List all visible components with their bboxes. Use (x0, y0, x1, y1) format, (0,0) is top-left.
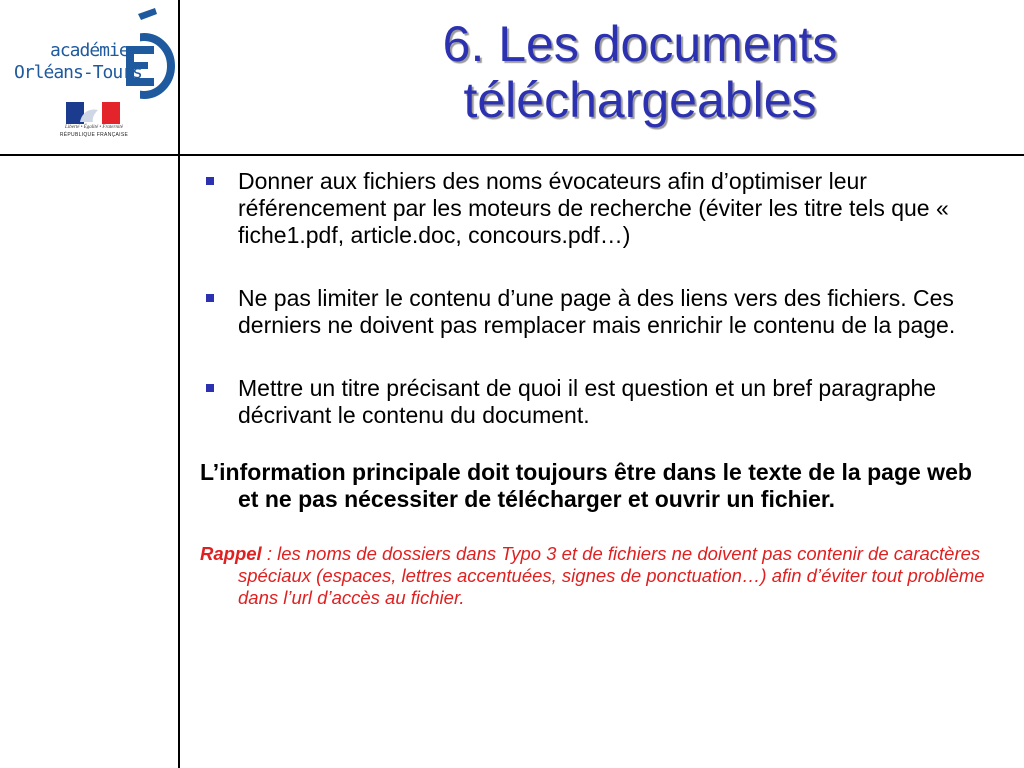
page-title (300, 16, 980, 128)
bullet-text: Ne pas limiter le contenu d’une page à des liens vers des fichiers. Ces derniers ne doivent pas remplacer mais enrichir le contenu de la page. (238, 285, 956, 338)
square-bullet-icon (206, 177, 214, 185)
rappel-text: : les noms de dossiers dans Typo 3 et de fichiers ne doivent pas contenir de caractères spéciaux (espaces, lettres accentuées, signes de ponctuation…) afin d’éviter tout problème dans l’url d’accès au fichier. (238, 543, 985, 608)
bullet-item (200, 285, 990, 339)
title-line-2: téléchargeables (463, 72, 817, 128)
rappel-note (200, 543, 990, 609)
logo-line-academie: académie (50, 40, 129, 61)
bullet-text: Mettre un titre précisant de quoi il est question et un bref paragraphe décrivant le contenu du document. (238, 375, 937, 428)
square-bullet-icon (206, 294, 214, 302)
square-bullet-icon (206, 384, 214, 392)
slide-content (200, 168, 990, 609)
title-line-1: 6. Les documents (442, 16, 838, 72)
bullet-text: Donner aux fichiers des noms évocateurs afin d’optimiser leur référencement par les moteurs de recherche (éviter les titre tels que « fiche1.pdf, article.doc, concours.pdf…) (238, 168, 949, 248)
logo-republique: RÉPUBLIQUE FRANÇAISE (59, 132, 129, 138)
logo-motto: Liberté • Égalité • Fraternité (65, 125, 123, 130)
academie-logo (10, 8, 175, 148)
vertical-divider (178, 0, 180, 768)
bullet-item (200, 375, 990, 429)
horizontal-divider (0, 154, 1024, 156)
important-note: L’information principale doit toujours être dans le texte de la page web et ne pas nécessiter de télécharger et ouvrir un fichier. (200, 459, 972, 512)
marianne-flag-icon (66, 102, 120, 124)
bullet-item (200, 168, 990, 249)
rappel-label: Rappel (200, 543, 262, 564)
logo-line-orleans-tours: Orléans-Tours (14, 62, 142, 83)
